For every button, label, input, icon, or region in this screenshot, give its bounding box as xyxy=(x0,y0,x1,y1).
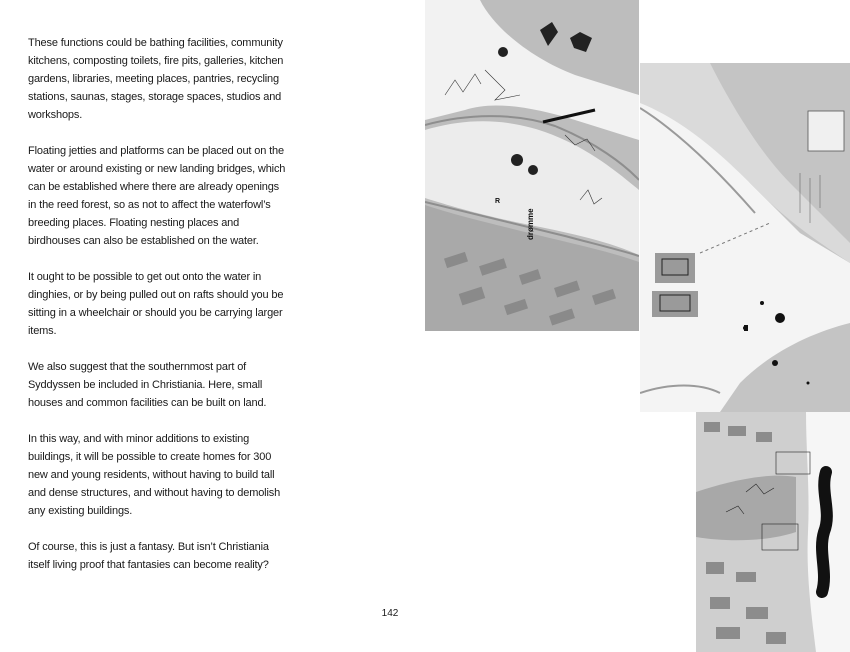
paragraph-1: These functions could be bathing facilities, community kitchens, composting toilets, fire pits, galleries, kitchen gardens, libraries, meeting places, pantries, recycling stations, saunas, stages, storage spaces, studios and workshops. xyxy=(28,37,284,121)
map-panel-top xyxy=(425,0,639,331)
paragraph-5: In this way, and with minor additions to existing buildings, it will be possible to create homes for 300 new and young residents, without having to build tall and dense structures, and without having to demolish any existing buildings. xyxy=(28,433,281,517)
map-label-dream: drømme xyxy=(526,208,535,240)
page-number: 142 xyxy=(381,608,399,619)
paragraph-6: Of course, this is just a fantasy. But isn’t Christiania itself living proof that fantasies can become reality? xyxy=(28,541,269,571)
paragraph-2: Floating jetties and platforms can be placed out on the water or around existing or new landing bridges, which can be established where there are already openings in the reed forest, so as not to affect the waterfowl’s breeding places. Floating nesting places and birdhouses can also be established on the water. xyxy=(28,145,286,247)
map-illustration-top xyxy=(425,0,639,331)
map-label-marker-r: R xyxy=(495,198,501,205)
map-illustration-bottom xyxy=(696,412,850,652)
map-illustration-middle xyxy=(640,63,850,412)
paragraph-4: We also suggest that the southernmost part of Syddyssen be included in Christiania. Here, small houses and common facilities can be built on land. xyxy=(28,361,267,409)
map-panel-middle xyxy=(640,63,850,412)
text-column xyxy=(28,34,290,592)
map-panel-bottom xyxy=(696,412,850,652)
paragraph-3: It ought to be possible to get out onto the water in dinghies, or by being pulled out on rafts should you be sitting in a wheelchair or should you be carrying larger items. xyxy=(28,271,284,337)
